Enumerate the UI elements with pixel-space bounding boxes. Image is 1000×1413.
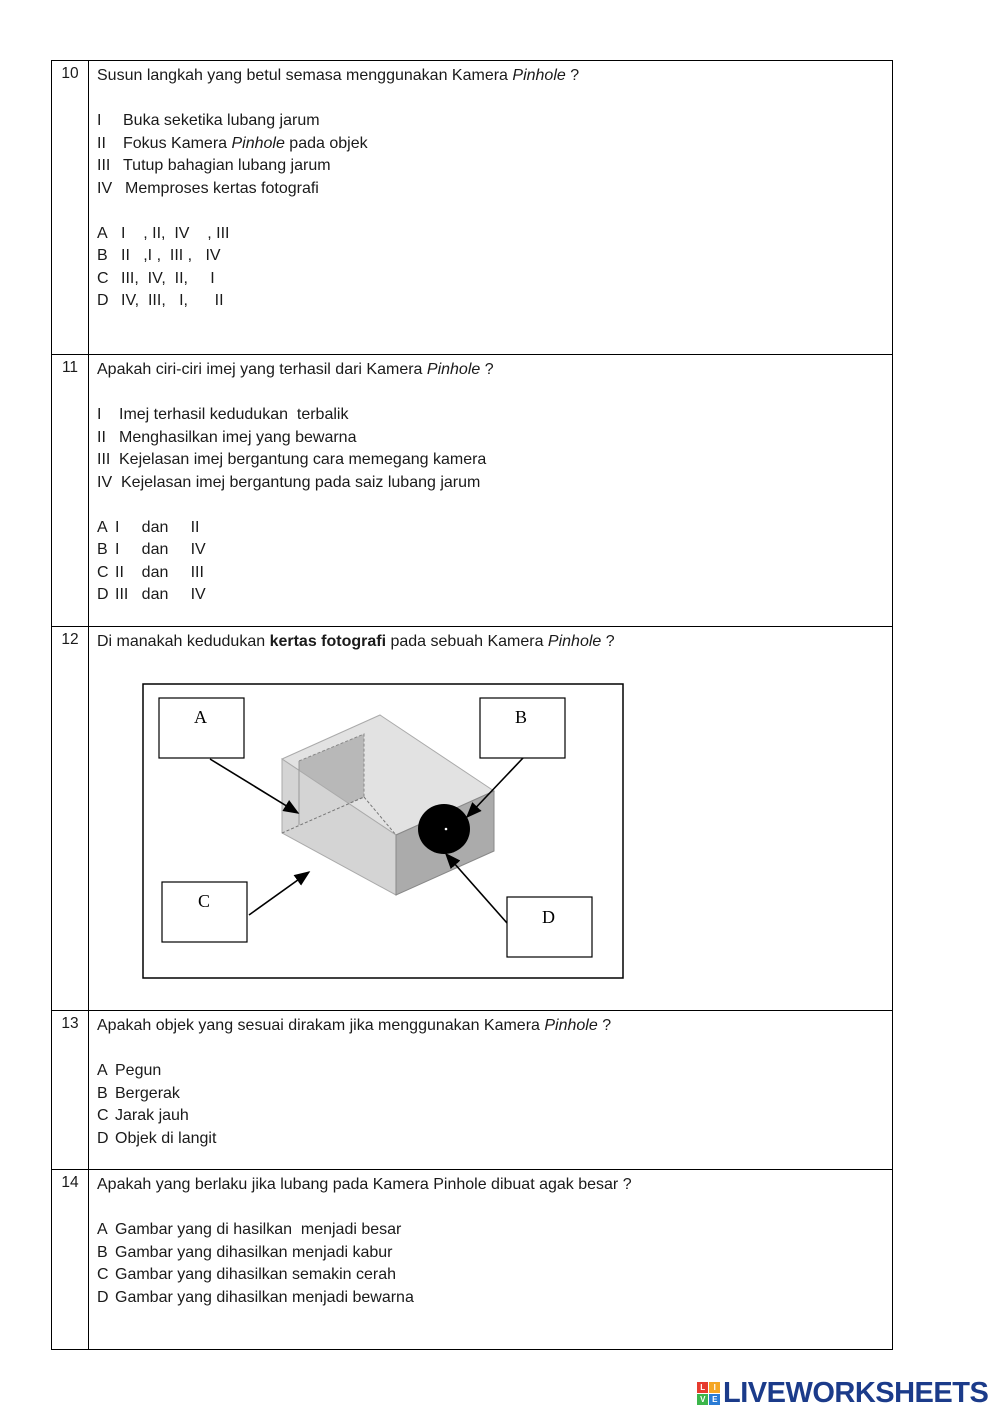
answer-option-a[interactable]: A Gambar yang di hasilkan menjadi besar: [97, 1221, 402, 1238]
question-row-11: [52, 355, 892, 627]
question-content: [97, 65, 884, 313]
question-number: 10: [61, 65, 79, 82]
answer-option-d[interactable]: D Objek di langit: [97, 1129, 217, 1147]
question-row-10: [52, 61, 892, 355]
question-content: [97, 631, 884, 654]
question-row-13: [52, 1011, 892, 1170]
pinhole-camera-diagram: [142, 683, 626, 981]
answer-option-d[interactable]: D III dan IV: [97, 586, 206, 603]
pinhole-disc: [418, 804, 470, 854]
answer-option-a[interactable]: A Pegun: [97, 1062, 162, 1079]
answer-option-a[interactable]: A I dan II: [97, 518, 200, 536]
answer-option-b[interactable]: B I dan IV: [97, 541, 206, 558]
question-prompt: Apakah objek yang sesuai dirakam jika menggunakan Kamera Pinhole ?: [97, 1017, 612, 1034]
answer-option-b[interactable]: B Gambar yang dihasilkan menjadi kabur: [97, 1243, 393, 1261]
statement: III Tutup bahagian lubang jarum: [97, 157, 331, 174]
statement: I Buka seketika lubang jarum: [97, 112, 320, 129]
answer-option-c[interactable]: C II dan III: [97, 563, 204, 581]
question-content: [97, 1174, 884, 1309]
label-d: D: [542, 907, 555, 927]
label-box-d: [507, 897, 592, 957]
question-number: 13: [61, 1015, 79, 1032]
statement: I Imej terhasil kedudukan terbalik: [97, 406, 349, 423]
answer-option-d[interactable]: D Gambar yang dihasilkan menjadi bewarna: [97, 1288, 414, 1306]
answer-option-b[interactable]: B II ,I , III , IV: [97, 247, 221, 264]
question-row-14: [52, 1170, 892, 1349]
liveworksheets-logo-icon: L I V E: [697, 1382, 721, 1406]
question-content: [97, 1015, 884, 1150]
answer-option-a[interactable]: A I , II, IV , III: [97, 224, 230, 242]
statement: IV Kejelasan imej bergantung pada saiz lubang jarum: [97, 473, 481, 491]
answer-option-c[interactable]: C Gambar yang dihasilkan semakin cerah: [97, 1266, 397, 1283]
liveworksheets-footer[interactable]: [697, 1377, 988, 1410]
answer-option-b[interactable]: B Bergerak: [97, 1084, 180, 1102]
label-c: C: [198, 891, 211, 911]
question-number: 14: [61, 1174, 79, 1191]
label-a: A: [194, 707, 207, 727]
question-row-12: [52, 627, 892, 1011]
question-number: 11: [61, 359, 79, 376]
question-prompt: Apakah yang berlaku jika lubang pada Kamera Pinhole dibuat agak besar ?: [97, 1176, 632, 1193]
answer-option-c[interactable]: C III, IV, II, I: [97, 269, 215, 287]
statement: II Menghasilkan imej yang bewarna: [97, 428, 357, 446]
question-prompt: Apakah ciri-ciri imej yang terhasil dari Kamera Pinhole ?: [97, 361, 494, 378]
answer-option-d[interactable]: D IV, III, I, II: [97, 292, 224, 309]
question-prompt: Susun langkah yang betul semasa menggunakan Kamera Pinhole ?: [97, 67, 580, 84]
statement: II Fokus Kamera Pinhole pada objek: [97, 134, 368, 152]
question-content: [97, 359, 884, 607]
brand-name: LIVEWORKSHEETS: [723, 1377, 989, 1409]
label-b: B: [515, 707, 528, 727]
question-number: 12: [61, 631, 79, 648]
answer-option-c[interactable]: C Jarak jauh: [97, 1107, 189, 1124]
question-prompt: Di manakah kedudukan kertas fotografi pada sebuah Kamera Pinhole ?: [97, 633, 615, 650]
pinhole-dot: [445, 828, 448, 831]
statement: III Kejelasan imej bergantung cara memegang kamera: [97, 451, 487, 468]
question-table: [51, 60, 893, 1350]
statement: IV Memproses kertas fotografi: [97, 179, 319, 197]
